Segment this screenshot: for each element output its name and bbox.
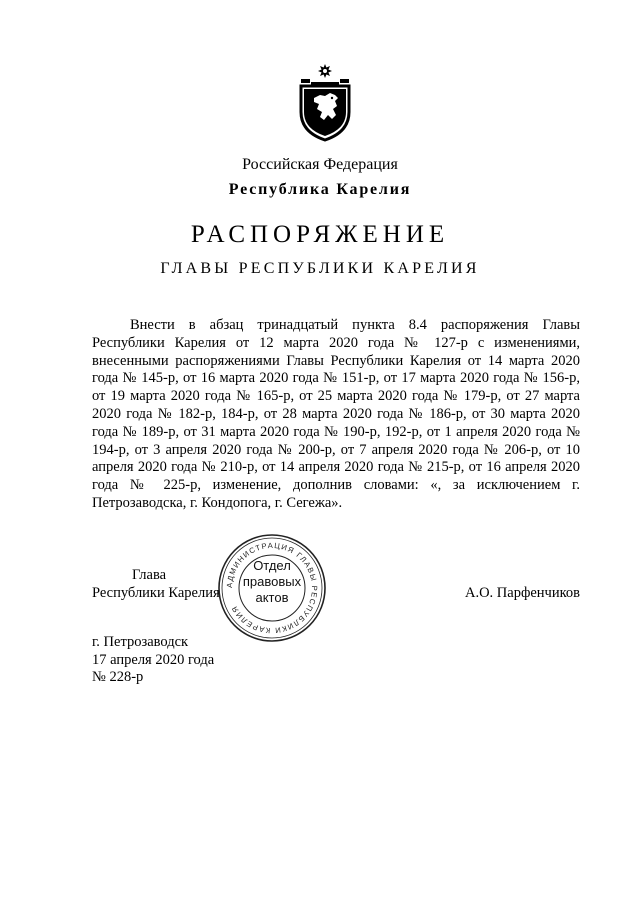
issue-place: г. Петрозаводск (92, 634, 189, 650)
issue-details (92, 634, 292, 687)
country-name: Российская Федерация (242, 156, 398, 173)
document-type: РАСПОРЯЖЕНИЕ (190, 221, 450, 248)
stamp-center-text (230, 558, 314, 606)
order-number: № 228-р (92, 669, 144, 685)
stamp-line-1: Отдел (253, 558, 291, 573)
stamp-ring-text: АДМИНИСТРАЦИЯ ГЛАВЫ РЕСПУБЛИКИ КАРЕЛИЯ (224, 540, 320, 636)
stamp-line-3: актов (255, 590, 289, 605)
stamp-line-2: правовых (242, 574, 302, 589)
signatory-title-line2: Республики Карелия (92, 585, 220, 601)
order-body-text: Внести в абзац тринадцатый пункта 8.4 распоряжения Главы Республики Карелия от 12 марта 2020 года № 127-р с изменениями, внесенными распоряжениями Главы Республики Карелия от 14 марта 2020 года № 145-р, от 16 марта 2020 года № 151-р, от 17 марта 2020 года № 156-р, от 19 марта 2020 года № 165-р, от 25 марта 2020 года № 179-р, от 27 марта 2020 года № 182-р, 184-р, от 28 марта 2020 года № 186-р, от 30 марта 2020 года № 189-р, от 31 марта 2020 года № 190-р, 192-р, от 1 апреля 2020 года № 194-р, от 3 апреля 2020 года № 200-р, от 7 апреля 2020 года № 206-р, от 10 апреля 2020 года № 210-р, от 14 апреля 2020 года № 215-р, от 16 апреля 2020 года № 225-р, изменение, дополнив словами: «, за исключением г. Петрозаводска, г. Кондопога, г. Сегежа». (92, 317, 580, 511)
signatory-name: А.О. Парфенчиков (464, 585, 580, 601)
document-issuer: ГЛАВЫ РЕСПУБЛИКИ КАРЕЛИЯ (160, 260, 480, 277)
karelia-coat-of-arms-icon (295, 62, 355, 142)
issue-date: 17 апреля 2020 года (92, 651, 215, 668)
signatory-title-line1: Глава (132, 567, 167, 583)
republic-name: Республика Карелия (228, 181, 412, 198)
signatory-title (92, 566, 232, 602)
